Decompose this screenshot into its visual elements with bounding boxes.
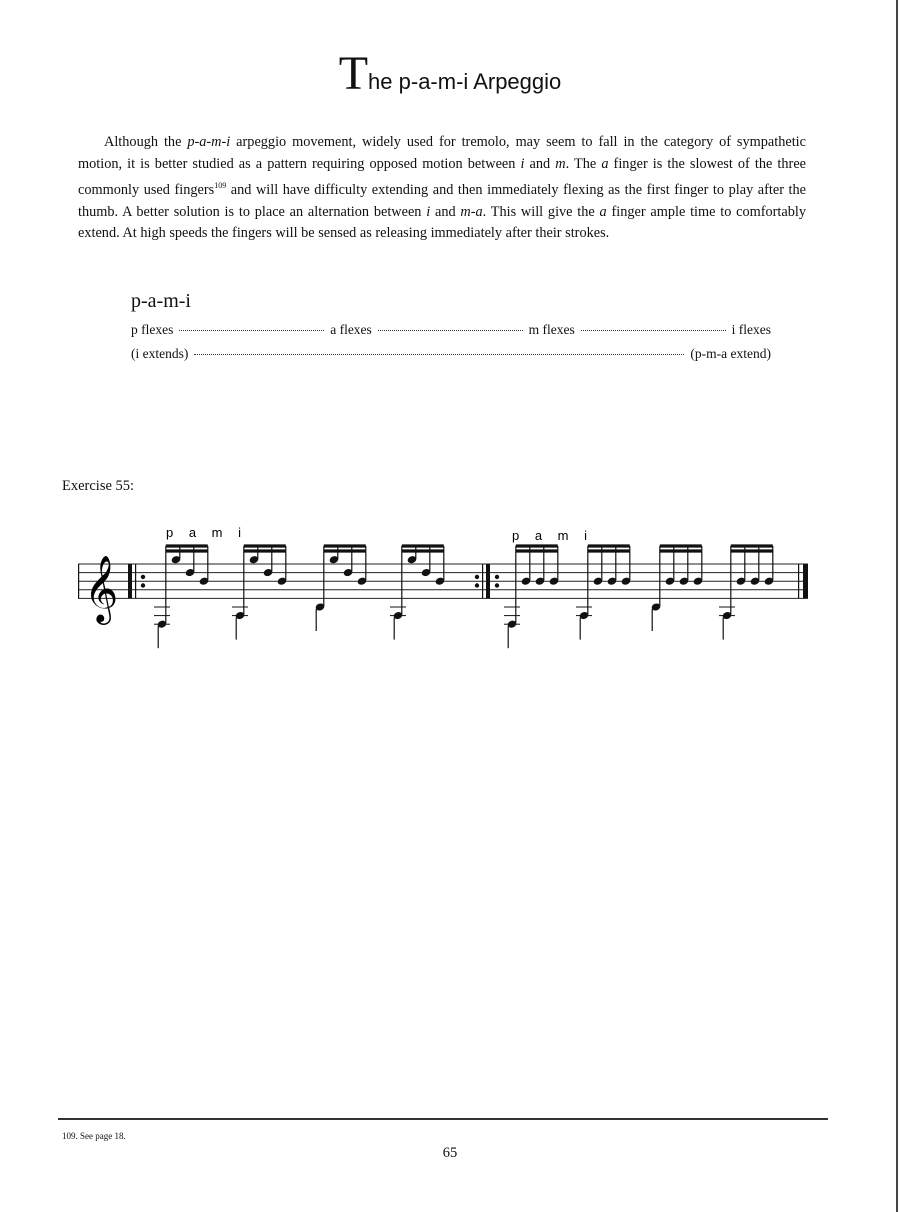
- title-text: he p-a-m-i Arpeggio: [368, 69, 562, 94]
- intro-text: and: [430, 203, 461, 220]
- dotted-leader: [378, 330, 523, 331]
- footnote: 109. See page 18.: [62, 1131, 126, 1141]
- repeat-dot: [475, 575, 479, 579]
- intro-italic: p-a-m-i: [187, 134, 231, 150]
- diagram-row-flexes: [131, 322, 771, 338]
- treble-clef-icon: 𝄞: [84, 554, 119, 622]
- intro-text: arpeggio movement, widely used for tremolo, may seem to fall in the category of sympathetic motion, it is better studied as a pattern requiring opposed motion between: [78, 134, 806, 172]
- flex-label: p flexes: [131, 322, 174, 337]
- intro-text: and: [524, 155, 556, 172]
- repeat-dot: [141, 575, 145, 579]
- repeat-dot: [495, 575, 499, 579]
- diagram-heading: p-a-m-i: [131, 290, 191, 312]
- page-number: 65: [442, 1145, 458, 1161]
- notes: [154, 546, 774, 648]
- repeat-dot: [141, 583, 145, 587]
- dotted-leader: [581, 330, 726, 331]
- repeat-barline: [486, 564, 490, 598]
- repeat-dot: [495, 583, 499, 587]
- intro-italic: m: [555, 155, 566, 172]
- intro-text: Although the: [104, 134, 188, 150]
- intro-italic: i: [426, 203, 431, 220]
- music-staff: [0, 510, 900, 675]
- page-title: [0, 47, 900, 100]
- barline: [78, 564, 79, 598]
- pami-diagram: [131, 288, 771, 362]
- intro-italic: m-a: [460, 203, 483, 220]
- diagram-row-extends: [131, 346, 771, 362]
- repeat-barline: [135, 564, 136, 598]
- intro-paragraph: [78, 132, 806, 245]
- footer-rule: [58, 1118, 828, 1120]
- repeat-barline: [482, 564, 483, 598]
- intro-text: and will have difficulty extending and then immediately flexing as the first finger to play after the thumb. A better solution is to place an alternation between: [78, 181, 806, 220]
- intro-italic: a: [601, 155, 609, 172]
- flex-label: i flexes: [731, 322, 771, 337]
- final-barline: [798, 564, 799, 598]
- intro-text: . The: [565, 155, 602, 172]
- title-dropcap: T: [338, 47, 369, 100]
- intro-text: finger ample time to comfortably extend. At high speeds the fingers will be sensed as releasing immediately after their strokes.: [78, 203, 807, 242]
- extend-label: (i extends): [131, 346, 189, 361]
- intro-italic: a: [599, 203, 607, 220]
- intro-italic: i: [520, 155, 525, 172]
- repeat-barline: [128, 564, 132, 598]
- extend-label: (p-m-a extend): [690, 346, 771, 361]
- intro-text: . This will give the: [482, 203, 600, 220]
- flex-label: a flexes: [330, 322, 372, 337]
- flex-label: m flexes: [528, 322, 575, 337]
- fingering-label: p a m i: [166, 525, 248, 540]
- exercise-label: Exercise 55:: [62, 478, 135, 494]
- fingering-label: p a m i: [512, 528, 594, 543]
- dotted-leader: [179, 330, 324, 331]
- final-barline: [803, 564, 808, 598]
- repeat-dot: [475, 583, 479, 587]
- footnote-ref: 109: [214, 181, 227, 191]
- intro-text: finger is the slowest of the three commonly used fingers: [78, 155, 807, 198]
- dotted-leader: [194, 354, 684, 355]
